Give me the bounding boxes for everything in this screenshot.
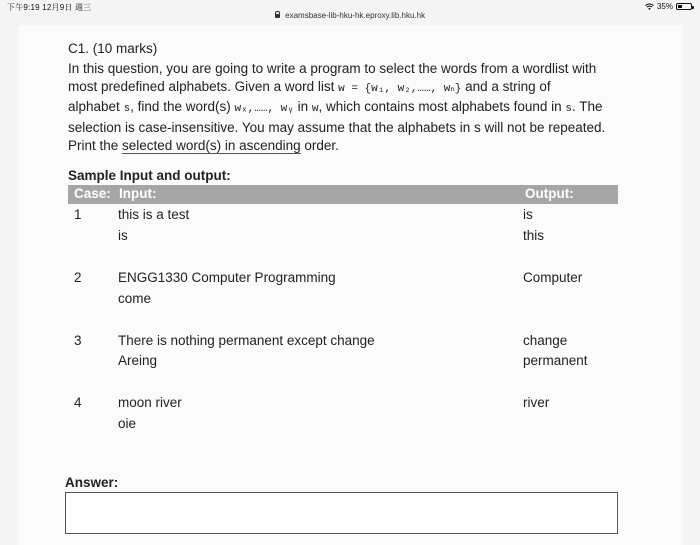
output-line: change <box>523 333 568 348</box>
battery-percent: 35% <box>656 2 673 11</box>
input-line: ENGG1330 Computer Programming <box>118 270 336 285</box>
question-line-2: most predefined alphabets. Given a word list w = {w₁, w₂,……, wₙ} and a string of <box>68 79 551 96</box>
sample-title: Sample Input and output: <box>68 168 231 183</box>
output-line: river <box>523 395 550 410</box>
battery-fill <box>678 5 682 8</box>
input-line: is <box>118 228 128 243</box>
input-line: come <box>118 291 152 306</box>
question-line-1: In this question, you are going to write a program to select the words from a wordlist with <box>68 61 597 76</box>
case-number: 2 <box>74 270 82 285</box>
output-line: Computer <box>523 270 583 285</box>
question-line-3: alphabet s, find the word(s) wₓ,……, wᵧ in w, which contains most alphabets found in s. The <box>68 99 603 116</box>
case-number: 1 <box>74 207 82 222</box>
header-input: Input: <box>119 186 157 201</box>
status-indicators <box>645 2 692 11</box>
output-line: permanent <box>523 353 588 368</box>
url-bar[interactable] <box>0 11 700 25</box>
input-line: moon river <box>118 395 182 410</box>
url-text: examsbase-lib-hku-hk.eproxy.lib.hku.hk <box>285 11 426 20</box>
status-time-date: 下午9:19 12月9日 週三 <box>7 3 92 12</box>
question-line-5: Print the selected word(s) in ascending order. <box>68 137 339 153</box>
underlined-instruction: selected word(s) in ascending <box>122 137 301 153</box>
question-title: C1. (10 marks) <box>68 41 158 56</box>
question-body <box>68 60 621 155</box>
case-number: 3 <box>74 333 82 348</box>
battery-icon <box>676 3 692 10</box>
input-line: Areing <box>118 353 158 368</box>
input-line: this is a test <box>118 207 190 222</box>
header-case: Case: <box>74 186 111 201</box>
lock-icon <box>275 13 280 19</box>
answer-label: Answer: <box>65 475 119 490</box>
header-output: Output: <box>525 186 574 201</box>
output-line: this <box>523 228 545 243</box>
question-line-4: selection is case-insensitive. You may assume that the alphabets in s will not be repeated. <box>68 119 606 135</box>
wifi-icon <box>645 3 654 11</box>
exam-page <box>18 25 682 545</box>
case-number: 4 <box>74 395 82 410</box>
sample-table-header <box>68 185 618 204</box>
input-line: oie <box>118 416 137 431</box>
input-line: There is nothing permanent except change <box>118 333 375 348</box>
answer-box[interactable] <box>65 492 618 534</box>
wordlist-notation: w = {w₁, w₂,……, wₙ} <box>338 83 462 96</box>
output-line: is <box>523 207 533 222</box>
